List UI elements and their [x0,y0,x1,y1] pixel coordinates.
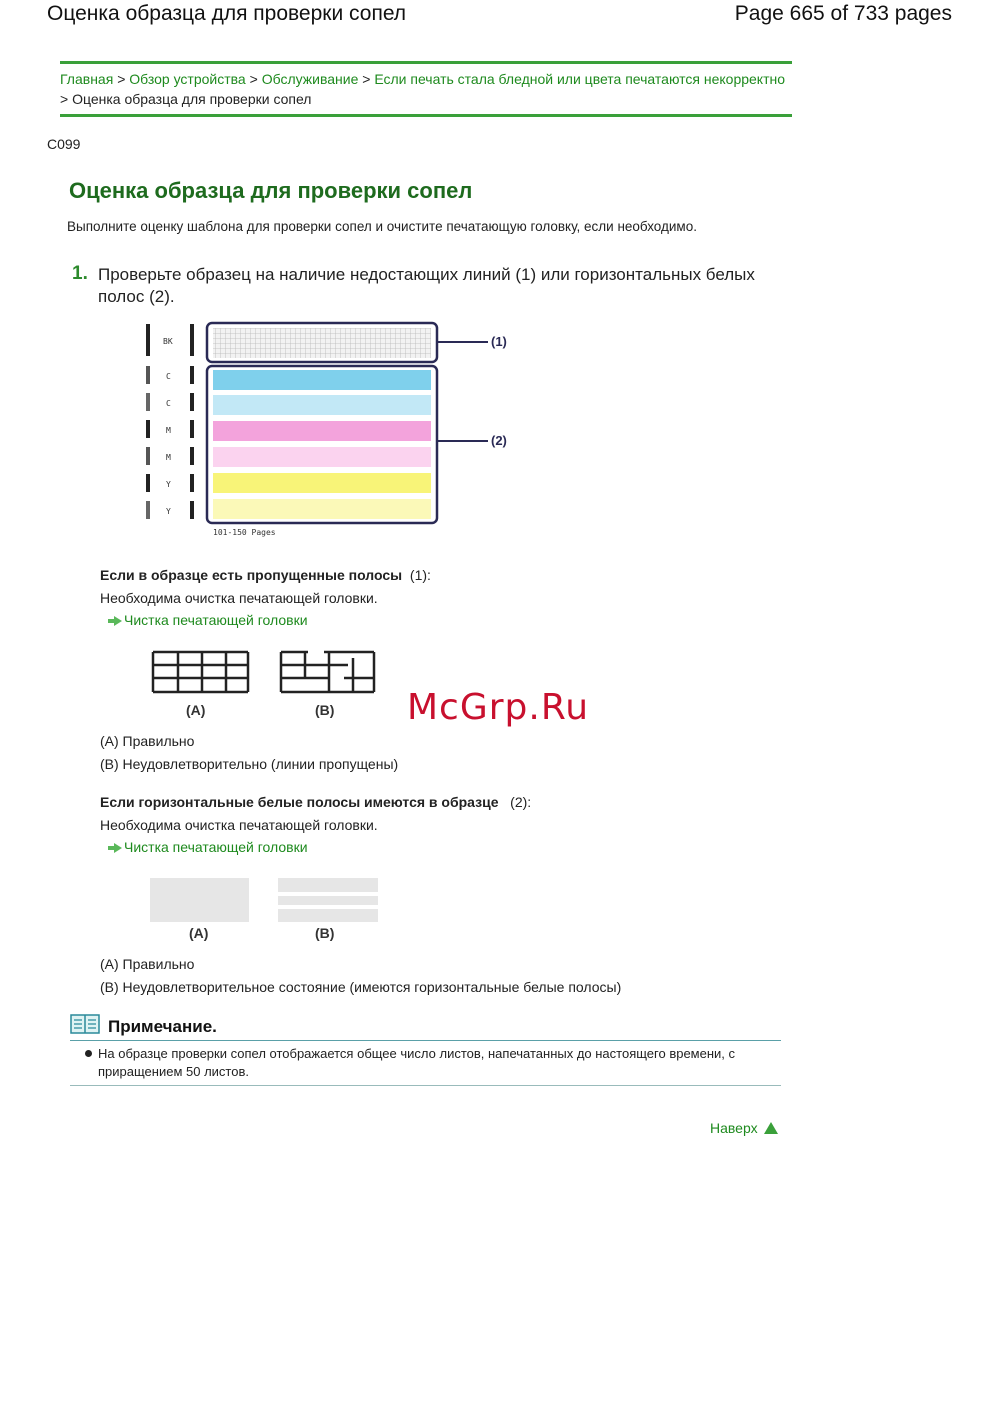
band-striped [278,878,378,922]
grid-pattern [213,328,431,358]
section2-link-label[interactable]: Чистка печатающей головки [124,839,308,855]
breadcrumb-sep: > [60,91,69,107]
breadcrumb-faded-print[interactable]: Если печать стала бледной или цвета печатаются некорректно [374,71,786,87]
section1-fig-a: (A) [186,702,206,718]
section2-caption-a: (A) Правильно [100,956,195,972]
page-title: Оценка образца для проверки сопел [69,178,473,203]
row-label: BK [163,337,173,346]
band-correct [150,878,249,922]
cyan-band [213,370,431,390]
section2-caption-b: (B) Неудовлетворительное состояние (имеются горизонтальные белые полосы) [100,979,622,995]
section1-caption-a: (A) Правильно [100,733,195,749]
breadcrumb-overview[interactable]: Обзор устройства [129,71,246,87]
section1-link-label[interactable]: Чистка печатающей головки [124,612,308,628]
marker-bars [146,324,194,519]
section2-fig-b: (B) [315,925,335,941]
note-divider-bottom [70,1085,781,1086]
breadcrumb-maintenance[interactable]: Обслуживание [261,71,359,87]
grid-missing [281,652,374,692]
arrow-right-icon [114,843,122,853]
row-label: C [166,372,171,381]
section1-figure [148,648,383,700]
pages-footer: 101-150 Pages [213,528,276,537]
back-to-top-link[interactable] [710,1120,778,1136]
row-label: Y [166,507,171,516]
row-label: C [166,399,171,408]
back-to-top-label[interactable]: Наверх [710,1120,758,1136]
page-counter: Page 665 of 733 pages [734,2,952,25]
yellow-band [213,473,431,493]
row-label: M [166,453,171,462]
row-label: Y [166,480,171,489]
callout-1: (1) [491,334,507,349]
step-text: Проверьте образец на наличие недостающих линий (1) или горизонтальных белых полос (2). [98,265,755,306]
nozzle-pattern-figure [140,318,530,543]
section2-heading: Если горизонтальные белые полосы имеются в образце [100,794,499,810]
row-label: M [166,426,171,435]
doc-code: C099 [47,136,81,152]
arrow-right-icon [114,616,122,626]
section2-fig-a: (A) [189,925,209,941]
note-text: На образце проверки сопел отображается общее число листов, напечатанных до настоящего времени, с приращением 50 листов. [98,1046,736,1079]
section1-desc: Необходима очистка печатающей головки. [100,590,378,606]
section1-fig-b: (B) [315,702,335,718]
magenta-band [213,421,431,441]
breadcrumb-home[interactable]: Главная [60,71,114,87]
light-yellow-band [213,499,431,519]
light-magenta-band [213,447,431,467]
section1-ref: (1): [409,567,431,583]
section2-link[interactable] [100,839,308,855]
section2-ref: (2): [510,794,532,810]
intro-text: Выполните оценку шаблона для проверки сопел и очистите печатающую головку, если необходимо. [67,219,697,234]
breadcrumb-current: Оценка образца для проверки сопел [72,91,312,107]
arrow-up-icon [764,1122,778,1134]
bullet-icon [85,1050,92,1057]
section2-desc: Необходима очистка печатающей головки. [100,817,378,833]
section1-link[interactable] [100,612,308,628]
breadcrumb-sep: > [117,71,126,87]
note-divider-top [70,1040,781,1041]
section1-caption-b: (B) Неудовлетворительно (линии пропущены) [100,756,399,772]
callout-2: (2) [491,433,507,448]
breadcrumb-sep: > [362,71,371,87]
book-icon [70,1013,100,1035]
light-cyan-band [213,395,431,415]
page-header-title: Оценка образца для проверки сопел [47,2,407,25]
note-title: Примечание. [108,1017,217,1036]
step-number: 1. [72,263,88,284]
watermark: McGrp.Ru [407,687,590,728]
section1-heading-line [100,567,431,583]
breadcrumb [60,61,792,117]
section1-heading: Если в образце есть пропущенные полосы [100,567,403,583]
section2-heading-line [100,794,531,810]
grid-correct [153,652,248,692]
breadcrumb-sep: > [249,71,258,87]
section2-figure [148,876,383,924]
